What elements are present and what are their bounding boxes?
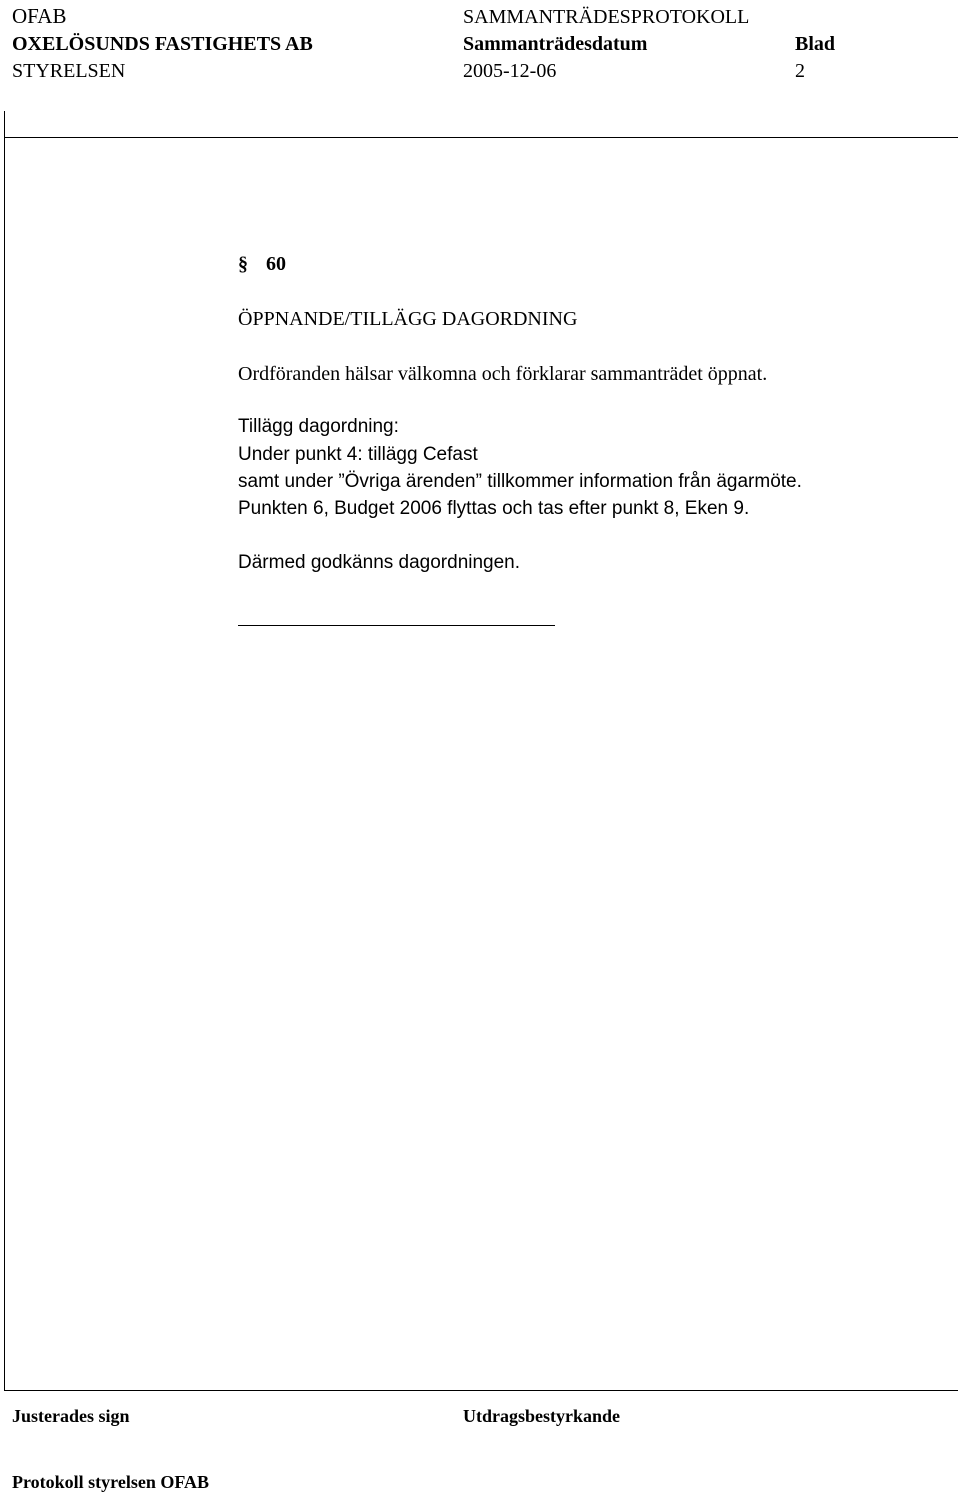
extract-certification-label: Utdragsbestyrkande (463, 1406, 621, 1426)
paragraph-symbol: § (238, 253, 248, 275)
justified-sign-label: Justerades sign (12, 1406, 130, 1426)
section-number: 60 (266, 253, 286, 275)
conclusion-paragraph: Därmed godkänns dagordningen. (238, 552, 521, 573)
addition-heading: Tillägg dagordning: (238, 416, 399, 437)
meeting-date-label: Sammanträdesdatum (463, 33, 648, 55)
addition-line-3: Punkten 6, Budget 2006 flyttas och tas efter punkt 8, Eken 9. (238, 498, 750, 519)
protocol-footer-label: Protokoll styrelsen OFAB (12, 1472, 209, 1492)
header-divider-line (4, 137, 958, 138)
page-number: 2 (795, 60, 805, 82)
board-name: STYRELSEN (12, 60, 126, 82)
footer-divider-line (4, 1390, 958, 1391)
section-title: ÖPPNANDE/TILLÄGG DAGORDNING (238, 308, 578, 330)
section-end-rule (238, 625, 555, 626)
page-label: Blad (795, 33, 836, 55)
org-full-name: OXELÖSUNDS FASTIGHETS AB (12, 33, 313, 55)
document-type: SAMMANTRÄDESPROTOKOLL (463, 6, 750, 28)
org-short-name: OFAB (12, 4, 67, 28)
meeting-date-value: 2005-12-06 (463, 60, 557, 82)
left-margin-line (4, 111, 5, 1390)
section-heading (238, 251, 286, 277)
addition-line-2: samt under ”Övriga ärenden” tillkommer information från ägarmöte. (238, 471, 802, 492)
addition-line-1: Under punkt 4: tillägg Cefast (238, 444, 478, 465)
intro-paragraph: Ordföranden hälsar välkomna och förklarar sammanträdet öppnat. (238, 363, 768, 385)
